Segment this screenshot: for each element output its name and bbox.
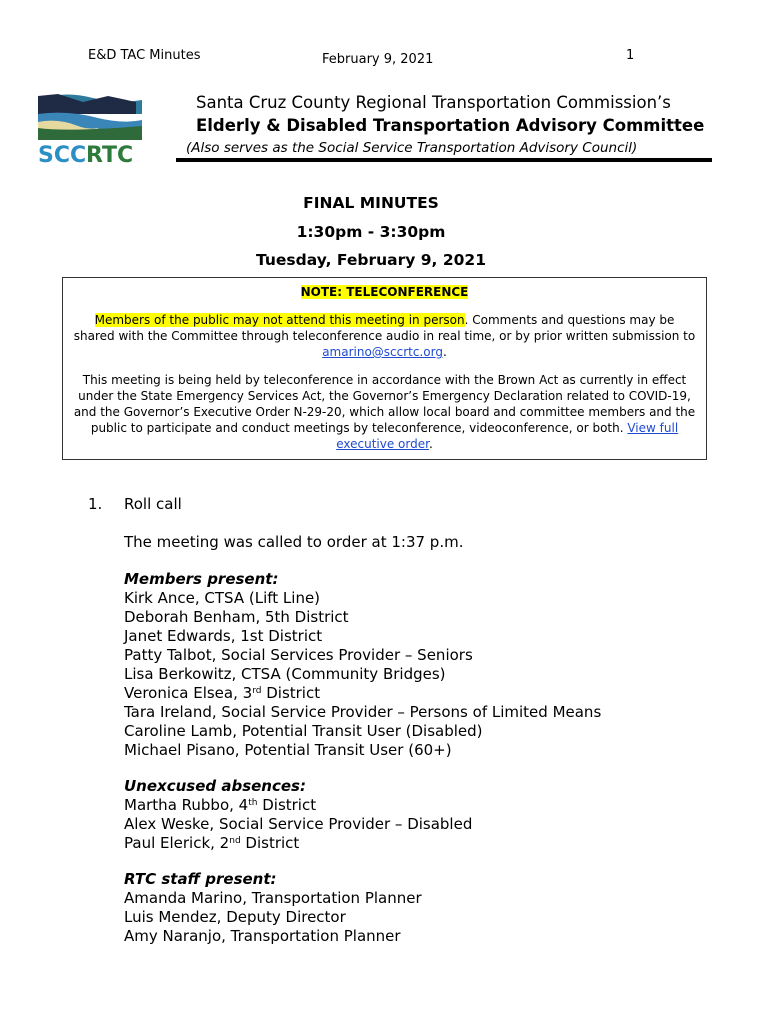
notice-text: . Comments and questions may be shared with the Committee through teleconference audio in real time, or by prior written submission to [73, 313, 696, 343]
list-item: Kirk Ance, CTSA (Lift Line) [124, 589, 321, 607]
meeting-date: Tuesday, February 9, 2021 [256, 251, 486, 269]
notice-paragraph-1 [73, 312, 696, 360]
org-title: Santa Cruz County Regional Transportation Commission’s [196, 93, 671, 112]
committee-title: Elderly & Disabled Transportation Advisory Committee [196, 116, 705, 135]
list-item: Deborah Benham, 5th District [124, 608, 349, 626]
section-heading: RTC staff present: [124, 870, 277, 888]
notice-title: NOTE: TELECONFERENCE [300, 285, 469, 299]
list-item-text: Veronica Elsea, 3 [124, 684, 253, 702]
ordinal-suffix: th [248, 798, 258, 808]
notice-highlight: Members of the public may not attend this meeting in person [94, 313, 465, 327]
list-item: Amanda Marino, Transportation Planner [124, 889, 422, 907]
list-item: Luis Mendez, Deputy Director [124, 908, 346, 926]
list-item: Tara Ireland, Social Service Provider – Persons of Limited Means [124, 703, 602, 721]
section-heading: Unexcused absences: [124, 777, 306, 795]
teleconference-notice [62, 277, 707, 460]
members-present-section [124, 570, 601, 760]
list-item: Amy Naranjo, Transportation Planner [124, 927, 401, 945]
header-doc-name: E&D TAC Minutes [88, 48, 201, 63]
also-serves-note: (Also serves as the Social Service Transportation Advisory Council) [186, 140, 638, 156]
unexcused-absences-section [124, 777, 472, 853]
item-title: Roll call [124, 495, 182, 513]
list-item: Janet Edwards, 1st District [124, 627, 323, 645]
list-item [124, 684, 601, 703]
list-item: Lisa Berkowitz, CTSA (Community Bridges) [124, 665, 446, 683]
notice-end: . [442, 345, 447, 359]
notice-text-2: This meeting is being held by teleconference in accordance with the Brown Act as currently in effect under the State Emergency Services Act, the Governor’s Emergency Declaration related to COVID-19, and the Governor’s Executive Order N-29-20, which allow local board and committee members and the public to participate and conduct meetings by teleconference, videoconference, or both. [73, 373, 696, 435]
svg-text:SCC: SCC [38, 143, 87, 166]
call-to-order: The meeting was called to order at 1:37 p.m. [124, 533, 464, 551]
header-date: February 9, 2021 [322, 52, 434, 67]
ordinal-suffix: rd [252, 686, 262, 696]
notice-paragraph-2 [71, 372, 698, 452]
svg-text:RTC: RTC [86, 143, 134, 166]
ordinal-suffix: nd [229, 836, 241, 846]
list-item-text: Martha Rubbo, 4 [124, 796, 249, 814]
meeting-time: 1:30pm - 3:30pm [296, 223, 446, 241]
list-item-text: District [240, 834, 300, 852]
document-heading: FINAL MINUTES [303, 194, 439, 212]
list-item-text: District [261, 684, 321, 702]
staff-present-section [124, 870, 422, 946]
list-item-text: District [257, 796, 317, 814]
email-link[interactable]: amarino@sccrtc.org [322, 345, 443, 359]
header-rule [176, 158, 712, 162]
sccrtc-logo [38, 92, 142, 166]
notice-end-2: . [428, 437, 433, 451]
list-item-text: Paul Elerick, 2 [124, 834, 230, 852]
list-item [124, 796, 472, 815]
page-number: 1 [626, 48, 635, 63]
section-heading: Members present: [124, 570, 279, 588]
list-item: Caroline Lamb, Potential Transit User (Disabled) [124, 722, 483, 740]
list-item: Michael Pisano, Potential Transit User (60+) [124, 741, 452, 759]
executive-order-link[interactable]: View full executive order [336, 421, 679, 451]
item-number: 1. [88, 495, 103, 513]
list-item: Patty Talbot, Social Services Provider – Seniors [124, 646, 473, 664]
list-item [124, 834, 472, 853]
list-item: Alex Weske, Social Service Provider – Disabled [124, 815, 473, 833]
